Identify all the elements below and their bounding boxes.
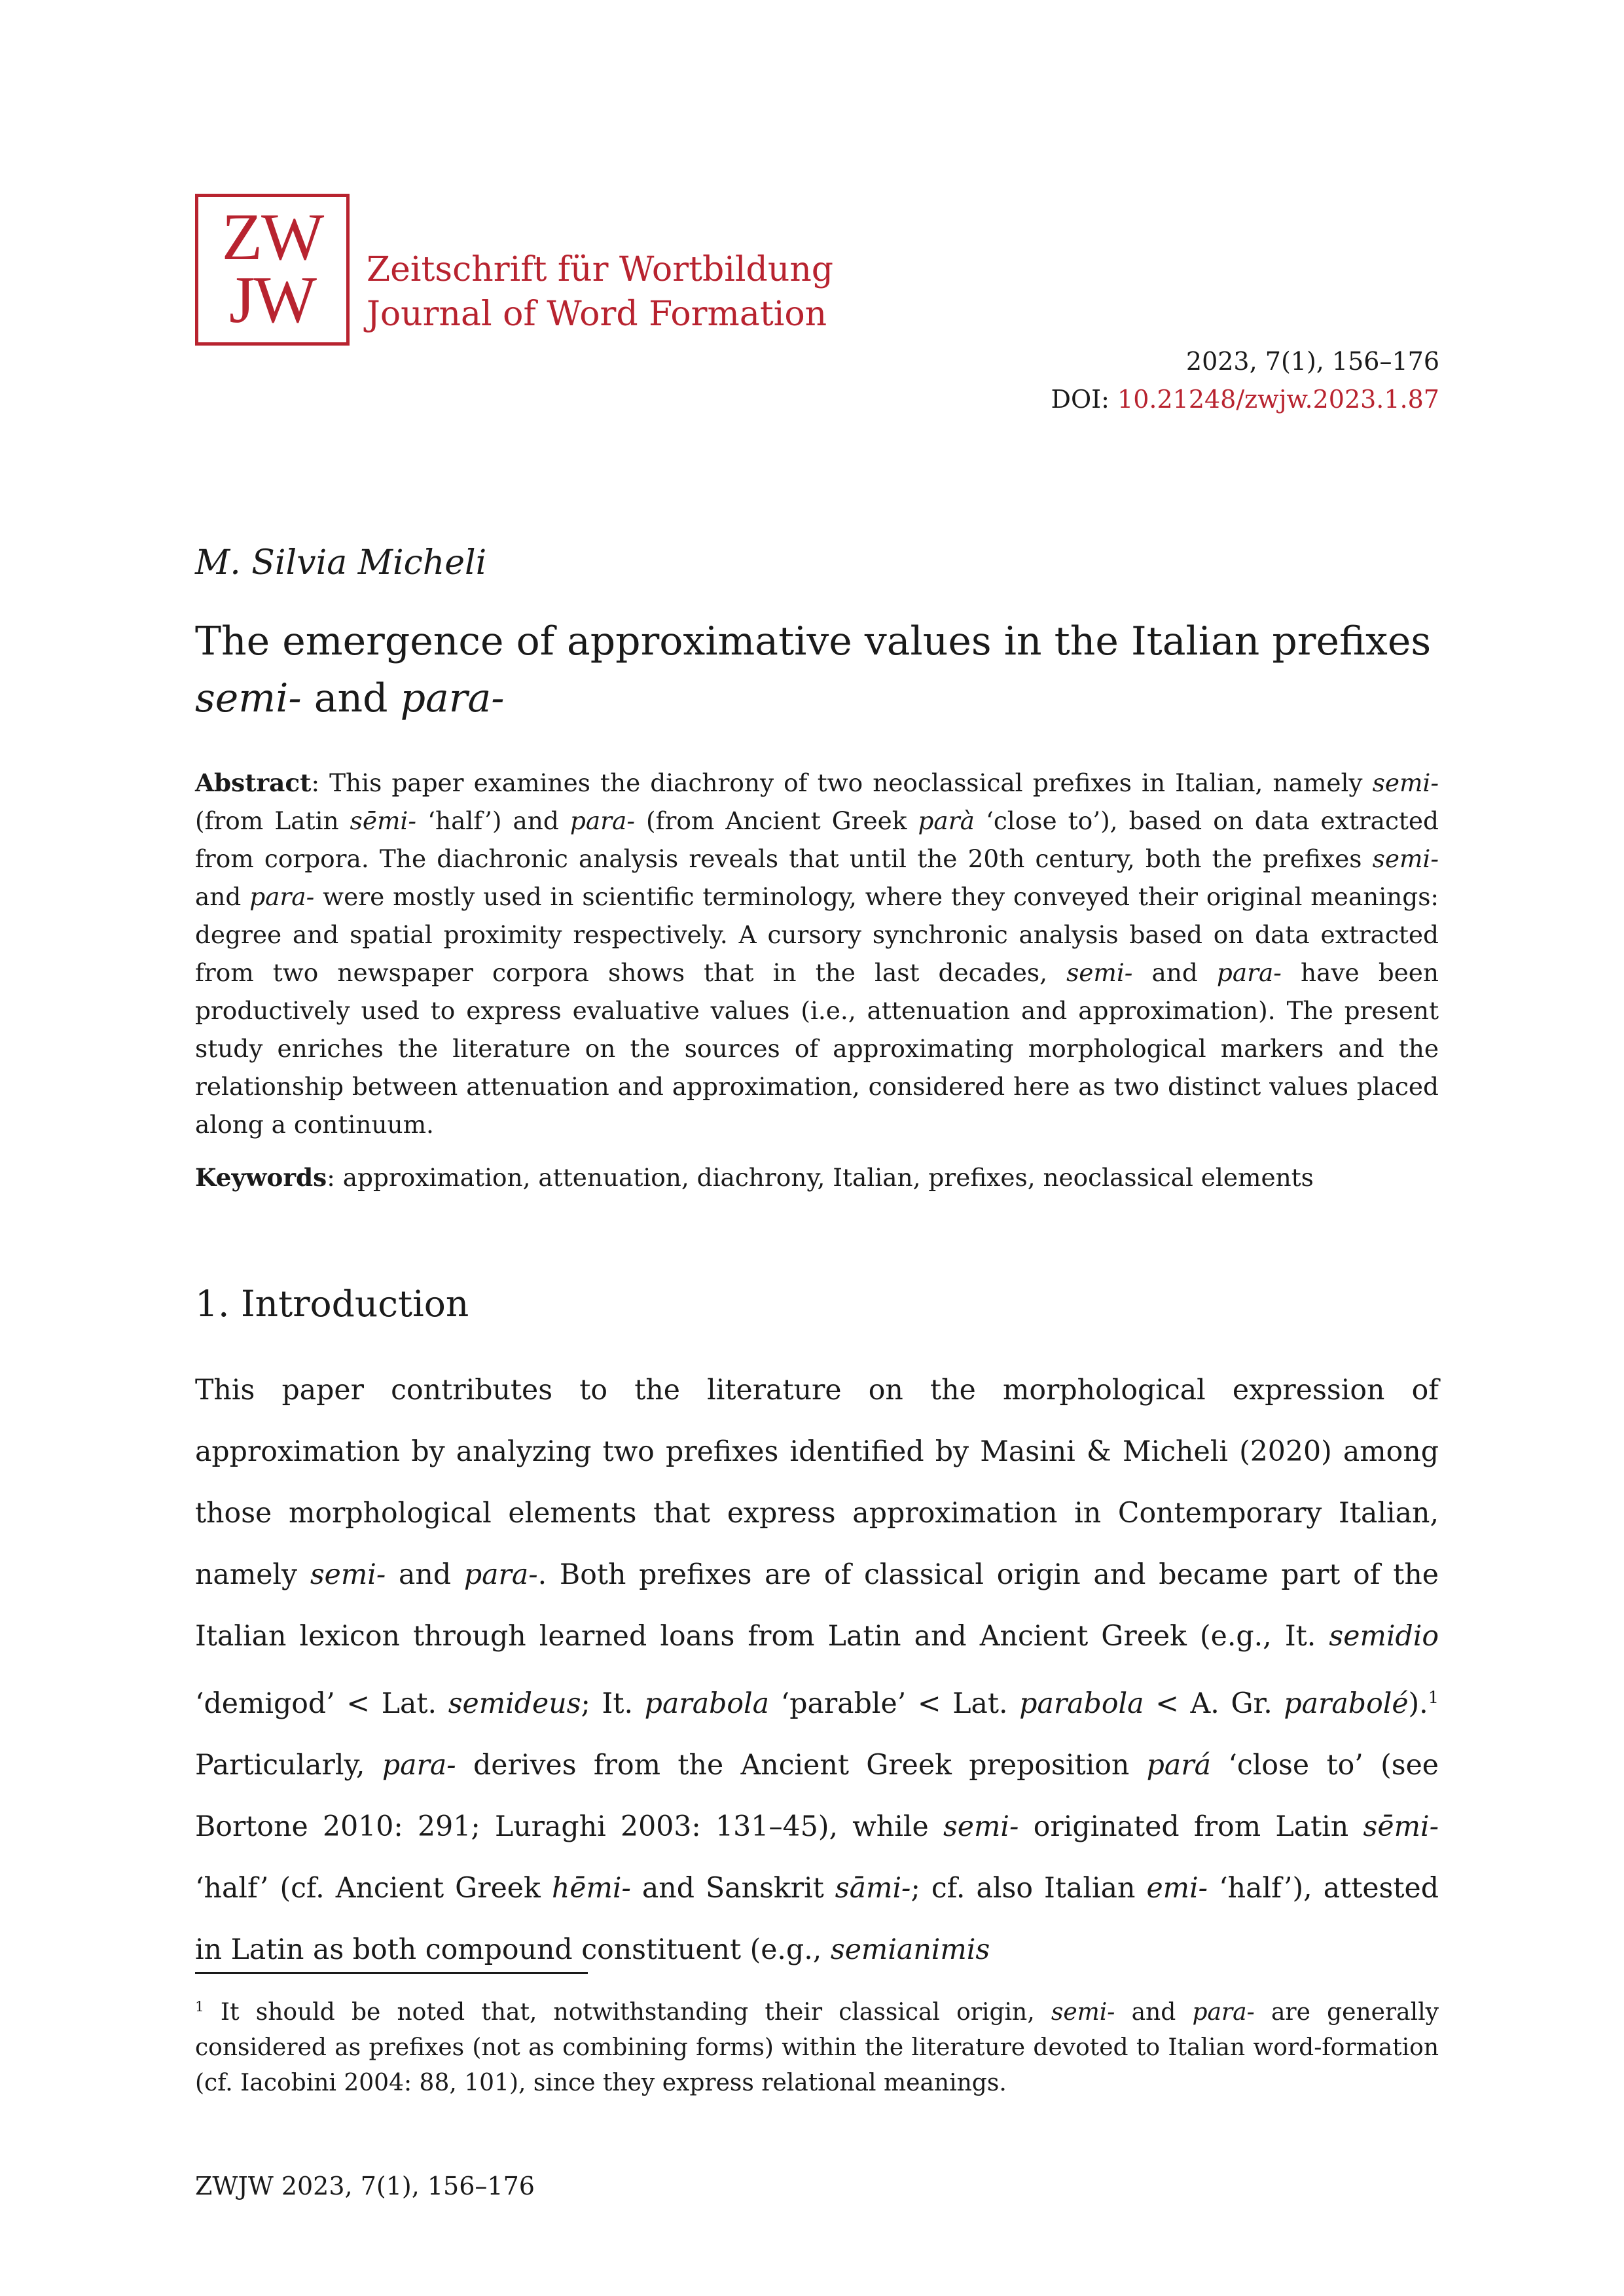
title-and: and <box>301 675 401 721</box>
abstract <box>195 764 1439 1143</box>
footnote-rule <box>195 1972 588 1974</box>
keywords-text: : approximation, attenuation, diachrony, Italian, prefixes, neoclassical elements <box>327 1163 1314 1192</box>
title-line-2 <box>195 675 1439 721</box>
keywords <box>195 1158 1439 1196</box>
logo-line-1: ZW <box>221 200 323 274</box>
journal-name-en: Journal of Word Formation <box>367 295 827 334</box>
doi-line <box>1051 385 1439 414</box>
doi-label: DOI: <box>1051 385 1118 414</box>
page-footer: ZWJW 2023, 7(1), 156–176 <box>195 2172 535 2200</box>
citation: 2023, 7(1), 156–176 <box>1185 347 1439 376</box>
journal-logo <box>195 194 350 346</box>
title-line-1: The emergence of approximative values in the Italian prefixes <box>195 619 1432 664</box>
section-body: This paper contributes to the literature on the morphological expression of approximation by analyzing two prefixes identified by Masini & Micheli (2020) among those morphological elements that express approximation in Contemporary Italian, namely semi- and para-. Both prefixes are of classical origin and became part of the Italian lexicon through learned loans from Latin and Ancient Greek (e.g., It. semidio ‘demigod’ < Lat. semideus; It. parabola ‘parable’ < Lat. parabola < A. Gr. parabolé).$^1$ Particularly, para- derives from the Ancient Greek preposition pará ‘close to’ (see Bortone 2010: 291; Luraghi 2003: 131–45), while semi- originated from Latin sēmi- ‘half’ (cf. Ancient Greek hēmi- and Sanskrit sāmi-; cf. also Italian emi- ‘half’), attested in Latin as both compound constituent (e.g., semianimis <box>195 1374 1439 1967</box>
abstract-text: : This paper examines the diachrony of two neoclassical prefixes in Italian, namely semi- (from Latin sēmi- ‘half’) and para- (from Ancient Greek parà ‘close to’), based on data extracted from corpora. The diachronic analysis reveals that until the 20th century, both the prefixes semi- and para- were mostly used in scientific terminology, where they conveyed their original meanings: degree and spatial proximity respectively. A cursory synchronic analysis based on data extracted from two newspaper corpora shows that in the last decades, semi- and para- have been productively used to express evaluative values (i.e., attenuation and approximation). The present study enriches the literature on the sources of approximating morphological markers and the relationship between attenuation and approximation, considered here as two distinct values placed along a continuum. <box>195 768 1439 1139</box>
abstract-label: Abstract <box>195 768 312 797</box>
footnote: $^1$ It should be noted that, notwithstanding their classical origin, semi- and para- are generally considered as prefixes (not as combining forms) within the literature devoted to Italian word-formation (cf. Iacobini 2004: 88, 101), since they express relational meanings. <box>195 1999 1439 2096</box>
author: M. Silvia Micheli <box>195 543 487 583</box>
keywords-label: Keywords <box>195 1163 327 1192</box>
title-para: para- <box>400 675 505 721</box>
title-semi: semi- <box>195 675 302 721</box>
logo-line-2: JW <box>229 263 316 337</box>
doi-link[interactable]: 10.21248/zwjw.2023.1.87 <box>1117 385 1439 414</box>
section-heading: 1. Introduction <box>195 1283 469 1325</box>
journal-name-de: Zeitschrift für Wortbildung <box>367 250 834 289</box>
